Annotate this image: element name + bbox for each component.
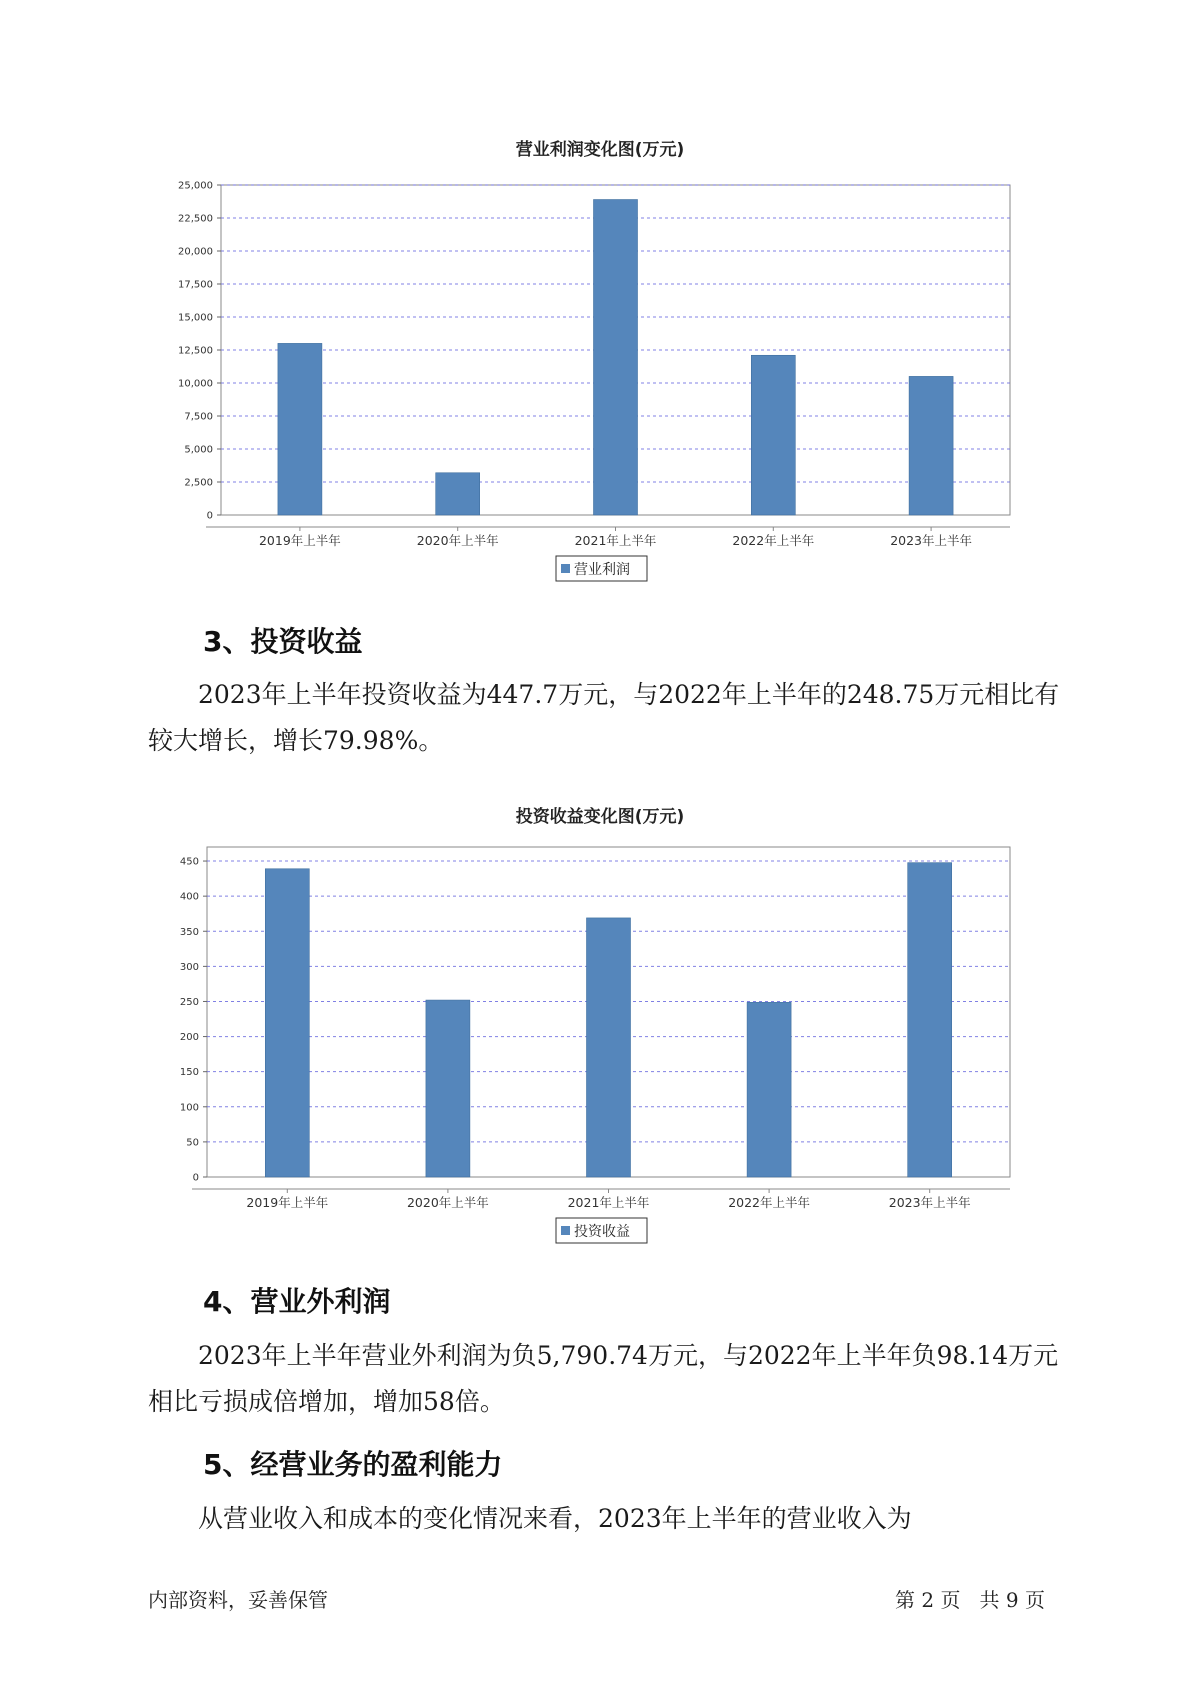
y-tick-label: 25,000 [178,180,213,192]
y-tick-label: 2,500 [184,477,213,489]
section-5-text: 从营业收入和成本的变化情况来看，2023年上半年的营业收入为 [198,1504,912,1533]
bar [587,918,631,1177]
x-tick-label: 2020年上半年 [406,1195,489,1210]
x-tick-label: 2023年上半年 [888,1195,971,1210]
section-5-heading: 5、经营业务的盈利能力 [203,1448,503,1481]
y-tick-label: 100 [179,1102,199,1114]
investment-income-chart [0,796,1191,1240]
y-tick-label: 450 [179,856,199,868]
y-tick-label: 20,000 [178,246,213,258]
operating-profit-chart [0,125,1191,578]
bar [278,343,322,515]
bar [909,376,953,515]
x-tick-label: 2021年上半年 [567,1195,650,1210]
bar [751,355,795,515]
legend-swatch [561,1226,570,1235]
footer-page-number: 第 2 页 共 9 页 [895,1588,1045,1612]
bar [908,863,952,1177]
chart-title: 营业利润变化图(万元) [515,140,685,160]
footer-confidential: 内部资料，妥善保管 [148,1588,328,1612]
x-tick-label: 2019年上半年 [258,533,341,548]
x-tick-label: 2020年上半年 [416,533,499,548]
x-tick-label: 2021年上半年 [574,533,657,548]
y-tick-label: 350 [179,926,199,938]
y-tick-label: 50 [186,1137,199,1149]
legend-label: 投资收益 [574,1224,630,1240]
y-tick-label: 0 [192,1172,199,1184]
bar [594,200,638,515]
investment-income-chart-svg [0,796,1191,1240]
bar [426,1000,470,1177]
y-tick-label: 250 [179,996,199,1008]
y-tick-label: 7,500 [184,411,213,423]
y-tick-label: 10,000 [178,378,213,390]
y-tick-label: 200 [179,1032,199,1044]
y-tick-label: 22,500 [178,213,213,225]
y-tick-label: 300 [179,961,199,973]
x-tick-label: 2022年上半年 [728,1195,811,1210]
bar [265,869,309,1177]
section-4-text: 2023年上半年营业外利润为负5,790.74万元，与2022年上半年负98.14万元相比亏损成倍增加，增加58倍。 [148,1341,1059,1416]
chart-title: 投资收益变化图(万元) [515,807,685,827]
section-4-heading: 4、营业外利润 [203,1285,391,1318]
y-tick-label: 0 [206,510,213,522]
section-3-text: 2023年上半年投资收益为447.7万元，与2022年上半年的248.75万元相比有较大增长，增长79.98%。 [148,680,1060,755]
operating-profit-chart-svg [0,125,1191,578]
x-tick-label: 2019年上半年 [246,1195,329,1210]
y-tick-label: 150 [179,1067,199,1079]
legend-swatch [561,564,570,573]
y-tick-label: 12,500 [178,345,213,357]
x-tick-label: 2022年上半年 [732,533,815,548]
section-3-heading: 3、投资收益 [203,625,363,658]
y-tick-label: 400 [179,891,199,903]
bar [747,1002,791,1177]
bar [436,473,480,515]
legend-label: 营业利润 [574,562,630,578]
y-tick-label: 15,000 [178,312,213,324]
y-tick-label: 5,000 [184,444,213,456]
y-tick-label: 17,500 [178,279,213,291]
x-tick-label: 2023年上半年 [890,533,973,548]
